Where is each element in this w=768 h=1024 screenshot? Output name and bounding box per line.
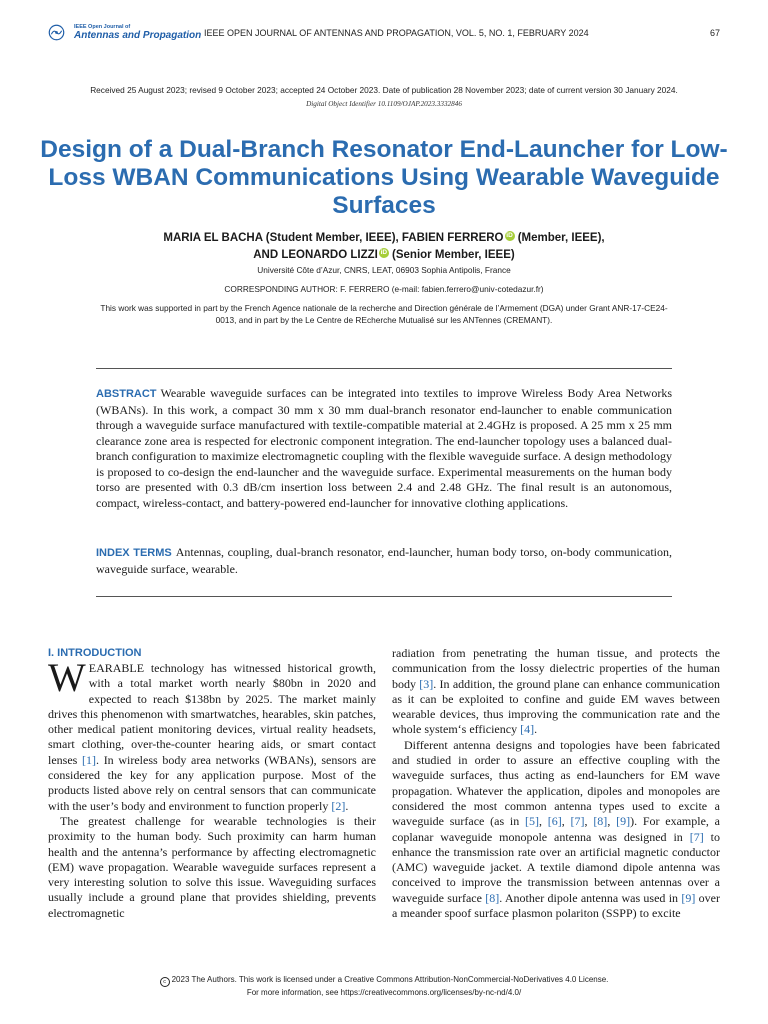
citation-link[interactable]: [9] (681, 890, 696, 905)
copyright-icon: c (160, 977, 170, 987)
page-number: 67 (709, 28, 720, 38)
journal-logo-icon (48, 24, 65, 41)
citation-link[interactable]: [9] (616, 814, 631, 829)
paragraph-text: Different antenna designs and topologies have been fabricated and studied in order to assure an effective coupling with the waveguide surfaces, thus acting as end-launchers for EM wave propagation. Whatever the application, dipoles and monopoles are considered the most common antenna types used to excite a waveguide surface (as in (392, 737, 720, 829)
paragraph-text: . (345, 798, 349, 813)
abstract-text: Wearable waveguide surfaces can be integrated into textiles to improve Wireless Body Area Networks (WBANs). In this work, a compact 30 mm x 30 mm dual-branch resonator end-launcher to enable communication through a waveguide surface manufactured with textile-compatible material at 2.4GHz is proposed. A 25 mm x 25 mm clearance zone area is respected for electronic component integration. The end-launcher topology uses a balanced dual-branch configuration to maximize electromagnetic coupling with the flexible waveguide surface. A design methodology is proposed to co-design the end-launcher and the waveguide surface. Experimental measurements on the human body torso are presented with 0.3 dB/cm insertion loss between 2.4 and 2.48 GHz. The final result is an autonomous, compact, wireless-contact, and battery-powered end-launcher for innovative clothing applications. (96, 386, 672, 510)
corresponding-author: CORRESPONDING AUTHOR: F. FERRERO (e-mail: fabien.ferrero@univ-cotedazur.fr) (224, 284, 544, 294)
paragraph (48, 814, 376, 921)
left-column (48, 646, 376, 921)
orcid-icon[interactable]: iD (380, 249, 388, 256)
author-list (40, 230, 728, 264)
paragraph (392, 738, 720, 922)
paper-title: Design of a Dual-Branch Resonator End-Launcher for Low-Loss WBAN Communications Using Wearable Waveguide Surfaces (40, 136, 728, 219)
drop-cap: W (48, 655, 86, 700)
citation-link[interactable]: [3] (419, 676, 434, 691)
paragraph-text: over a meander spoof surface plasmon polariton (SSPP) to excite (392, 890, 721, 921)
funding-note: This work was supported in part by the French Agence nationale de la recherche and Direction générale de l’Armement (DGA) under Grant ANR-17-CE24-0013, and in part by the Le Centre de REcherche Mutualisé sur les ANTennes (CREMANT). (100, 303, 668, 325)
license-link[interactable]: For more information, see https://creativecommons.org/licenses/by-nc-nd/4.0/ (246, 988, 522, 997)
orcid-icon[interactable]: iD (506, 232, 513, 239)
paragraph-text: . In wireless body area networks (WBANs), sensors are considered the key for any application purpose. Most of the products listed above rely on central sensors that can communicate with the user’s body and environment to function properly (48, 752, 377, 813)
paragraph-text: The greatest challenge for wearable technologies is their proximity to the human body. Such proximity can harm human health and the antenna’s performance by affecting electromagnetic (EM) wave propagation. Wearable waveguide surfaces represent a very interesting solution to solve this issue. Waveguiding surfaces usually include a ground plane that provides shielding, prevents electromagnetic (48, 813, 376, 920)
author-line-1: MARIA EL BACHA (Student Member, IEEE), FABIEN FERRERO (163, 232, 504, 244)
index-terms-text: Antennas, coupling, dual-branch resonator, end-launcher, human body torso, on-body communication, waveguide surface, wearable. (96, 545, 672, 576)
citation-link[interactable]: [8] (593, 814, 608, 829)
journal-logo (48, 20, 202, 44)
paragraph-text: ). For example, a coplanar waveguide monopole antenna was designed in (392, 814, 721, 844)
paragraph-text: . Another dipole antenna was used in (499, 890, 682, 905)
abstract-top-rule (96, 368, 672, 369)
citation-link[interactable]: [2] (331, 798, 346, 813)
section-heading: I. INTRODUCTION (48, 647, 142, 659)
right-column (392, 646, 720, 921)
citation-link[interactable]: [7] (689, 829, 704, 844)
citation-link[interactable]: [8] (485, 890, 500, 905)
paragraph-text: to enhance the transmission rate over an artificial magnetic conductor (AMC) waveguide jacket. A textile diamond dipole antenna was conceived to improve the transmission between antennas over a waveguide surface (392, 829, 720, 905)
paragraph (392, 646, 720, 738)
separator: , (539, 814, 548, 829)
author-line-2: AND LEONARDO LIZZI (253, 249, 378, 261)
separator: , (584, 814, 594, 829)
paragraph (48, 655, 377, 814)
citation-link[interactable]: [6] (547, 814, 562, 829)
journal-logo-name: Antennas and Propagation (74, 29, 202, 41)
citation-link[interactable]: [5] (525, 814, 540, 829)
citation-link[interactable]: [1] (82, 752, 97, 767)
doi[interactable]: Digital Object Identifier 10.1109/OJAP.2023.3332846 (306, 100, 462, 108)
author-line-2-role: (Senior Member, IEEE) (388, 249, 515, 261)
abstract-label: ABSTRACT (96, 388, 157, 400)
paragraph-text: radiation from penetrating the human tissue, and protects the communication from the lossy dielectric properties of the human body (392, 646, 720, 691)
abstract (96, 386, 672, 511)
separator: , (607, 814, 617, 829)
license-text: 2023 The Authors. This work is licensed under a Creative Commons Attribution-NonCommercial-NoDerivatives 4.0 License. (171, 975, 609, 984)
author-line-1-role: (Member, IEEE), (514, 232, 605, 244)
index-terms (96, 545, 672, 577)
affiliation: Université Côte d’Azur, CNRS, LEAT, 06903 Sophia Antipolis, France (257, 265, 511, 275)
citation-link[interactable]: [7] (570, 814, 585, 829)
paragraph-text: . (534, 722, 538, 737)
publication-history: Received 25 August 2023; revised 9 October 2023; accepted 24 October 2023. Date of publication 28 November 2023; date of current version 30 January 2024. (90, 85, 678, 95)
index-terms-label: INDEX TERMS (96, 547, 172, 559)
separator: , (561, 814, 571, 829)
journal-logo-small-text: IEEE Open Journal of (74, 24, 131, 30)
paragraph-text: . In addition, the ground plane can enhance communication as it can be exploited to confine and guide EM waves between wearable devices, thus improving the communication rate and the whole system‘s efficiency (392, 676, 721, 737)
abstract-bottom-rule (96, 596, 672, 597)
license-line (0, 975, 768, 987)
running-head: IEEE OPEN JOURNAL OF ANTENNAS AND PROPAGATION, VOL. 5, NO. 1, FEBRUARY 2024 (204, 28, 589, 38)
citation-link[interactable]: [4] (520, 722, 535, 737)
paragraph-text: EARABLE technology has witnessed historical growth, with a total market worth nearly $80bn in 2020 and expected to reach $138bn by 2025. The market mainly drives this phenomenon with smartwatches, hearables, skin patches, other medical patient monitoring devices, virtual reality headsets, smart clothing, over-the-counter hearing aids, or smart contact lenses (48, 661, 376, 767)
